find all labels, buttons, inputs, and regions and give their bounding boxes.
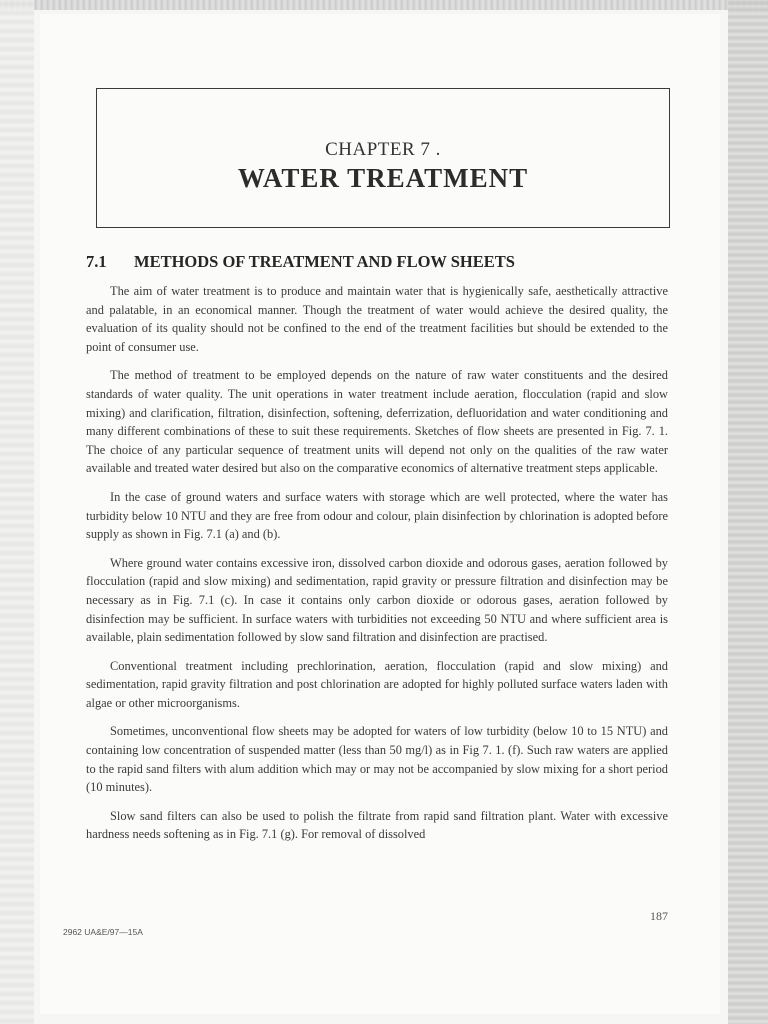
chapter-label: CHAPTER 7 .: [325, 139, 441, 160]
paragraph: In the case of ground waters and surface waters with storage which are well protected, where the water has turbidity below 10 NTU and they are free from odour and colour, plain disinfection by chlorination is adopted before supply as shown in Fig. 7.1 (a) and (b).: [86, 489, 668, 542]
scan-top-edge: [0, 0, 768, 10]
scan-left-edge: [0, 0, 34, 1024]
paragraph: Sometimes, unconventional flow sheets may be adopted for waters of low turbidity (below 10 to 15 NTU) and containing low concentration of suspended matter (less than 50 mg/l) as in Fig 7. 1. (f). Such raw waters are applied to the rapid sand filters with alum addition which may or may not be accompanied by slow mixing for a short period (10 minutes).: [86, 724, 668, 795]
chapter-title: WATER TREATMENT: [237, 163, 529, 193]
paragraph: Where ground water contains excessive iron, dissolved carbon dioxide and odorous gases, aeration followed by flocculation (rapid and slow mixing) and sedimentation, rapid gravity or pressure filtration and disinfection may be necessary as in Fig. 7.1 (c). In case it contains only carbon dioxide or odorous gases, aeration followed by disinfection may be sufficient. In surface waters with turbidities not exceeding 50 NTU and where sufficient area is available, plain sedimentation followed by slow sand filtration and disinfection are practised.: [86, 555, 668, 645]
section-title: METHODS OF TREATMENT AND FLOW SHEETS: [134, 252, 515, 271]
document-page: [40, 14, 720, 1014]
print-code: 2962 UA&E/97—15A: [63, 927, 143, 937]
paragraph: The method of treatment to be employed depends on the nature of raw water constituents and the desired standards of water quality. The unit operations in water treatment include aeration, flocculation (rapid and slow mixing) and clarification, filtration, disinfection, softening, deferrization, defluoridation and water conditioning and many different combinations of these to suit these requirements. Sketches of flow sheets are presented in Fig. 7. 1. The choice of any particular sequence of treatment units will depend not only on the qualities of the raw water available and treated water desired but also on the comparative economics of alternative treatment steps applicable.: [86, 368, 668, 476]
page-number: 187: [650, 909, 668, 923]
chapter-title-box: [96, 88, 670, 228]
section-heading: [86, 252, 515, 272]
paragraph: The aim of water treatment is to produce and maintain water that is hygienically safe, aesthetically attractive and palatable, in an economical manner. Though the treatment of water would achieve the desired quality, the evaluation of its quality should not be confined to the end of the treatment facilities but should be extended to the point of consumer use.: [86, 284, 668, 354]
paragraph: Conventional treatment including prechlorination, aeration, flocculation (rapid and slow mixing) and sedimentation, rapid gravity filtration and post chlorination are adopted for highly polluted surface waters laden with algae or other microorganisms.: [86, 658, 668, 710]
section-number: 7.1: [86, 252, 107, 271]
paragraph: Slow sand filters can also be used to polish the filtrate from rapid sand filtration plant. Water with excessive hardness needs softening as in Fig. 7.1 (g). For removal of dissolved: [86, 808, 668, 842]
scan-right-edge: [728, 0, 768, 1024]
body-text: [86, 282, 668, 854]
